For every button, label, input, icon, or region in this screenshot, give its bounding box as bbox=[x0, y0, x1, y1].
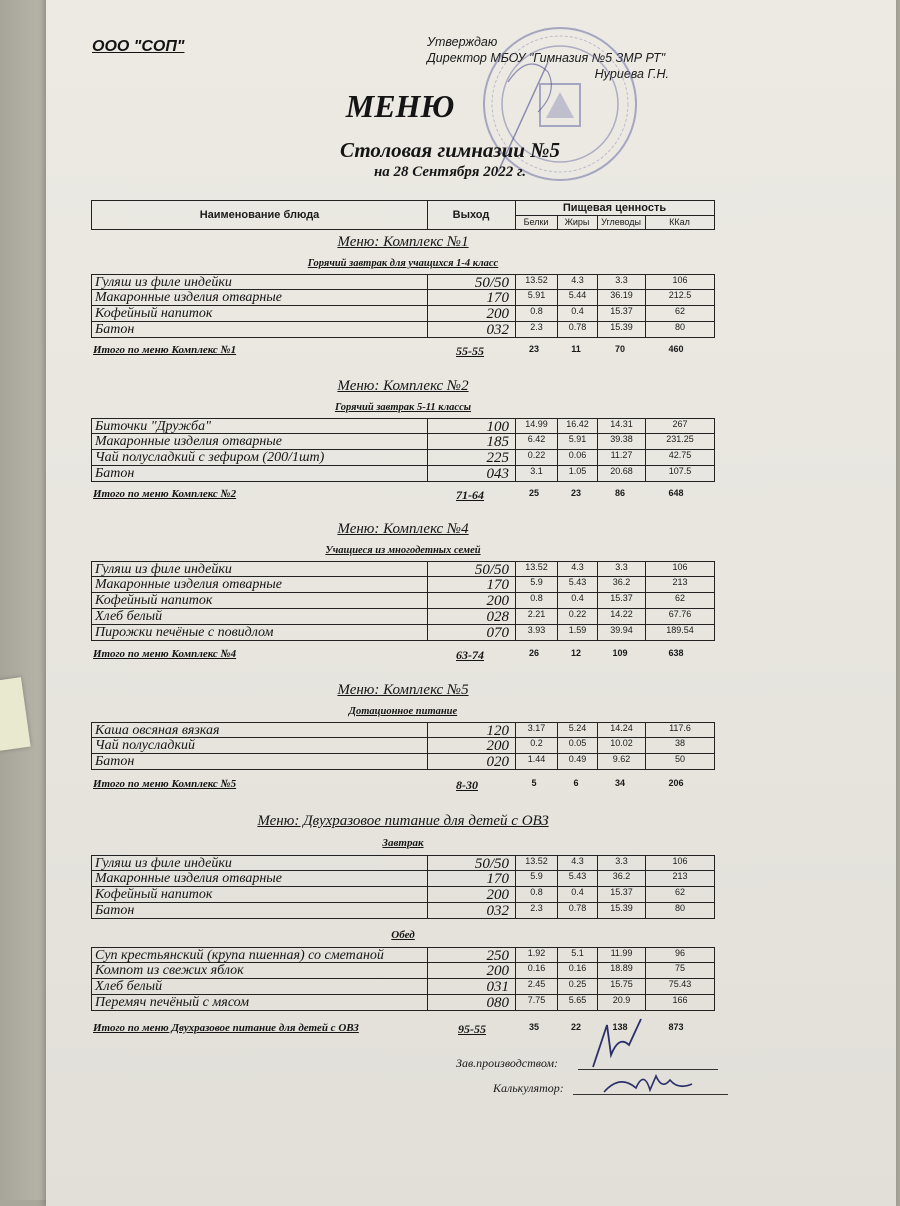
fat: 5.1 bbox=[557, 948, 597, 963]
header-dish-name: Наименование блюда bbox=[92, 201, 428, 229]
fat: 0.05 bbox=[557, 738, 597, 753]
kcal: 106 bbox=[645, 275, 714, 290]
dish-name: Макаронные изделия отварные bbox=[95, 290, 282, 305]
protein: 0.16 bbox=[515, 963, 557, 978]
fat: 5.24 bbox=[557, 723, 597, 738]
carbs: 15.39 bbox=[597, 322, 645, 337]
dish-output: 043 bbox=[427, 466, 515, 481]
ovz-breakfast-label: Завтрак bbox=[382, 837, 424, 849]
fat: 4.3 bbox=[557, 856, 597, 871]
protein: 13.52 bbox=[515, 856, 557, 871]
dish-output: 50/50 bbox=[427, 562, 515, 577]
table-row bbox=[91, 290, 715, 306]
protein: 0.8 bbox=[515, 887, 557, 902]
table-row bbox=[91, 593, 715, 609]
fat: 5.44 bbox=[557, 290, 597, 305]
table-row bbox=[91, 871, 715, 887]
total-output: 95-55 bbox=[458, 1022, 486, 1036]
header-nutrition: Пищевая ценность bbox=[515, 201, 714, 216]
protein: 3.93 bbox=[515, 625, 557, 640]
fat: 5.91 bbox=[557, 434, 597, 449]
kcal: 267 bbox=[645, 419, 714, 434]
table-row bbox=[91, 561, 715, 577]
carbs: 36.2 bbox=[597, 871, 645, 886]
total-carbs: 86 bbox=[614, 488, 625, 498]
total-label: Итого по меню Комплекс №4 bbox=[93, 648, 237, 660]
carbs: 11.99 bbox=[597, 948, 645, 963]
fat: 0.06 bbox=[557, 450, 597, 465]
table-row bbox=[91, 903, 715, 919]
dish-name: Суп крестьянский (крупа пшенная) со сметаной bbox=[95, 948, 384, 963]
total-protein: 25 bbox=[528, 488, 539, 498]
table-row bbox=[91, 306, 715, 322]
carbs: 20.9 bbox=[597, 995, 645, 1010]
dish-output: 50/50 bbox=[427, 275, 515, 290]
header-output: Выход bbox=[427, 201, 516, 229]
dish-name: Пирожки печёные с повидлом bbox=[95, 625, 274, 640]
table-row bbox=[91, 450, 715, 466]
protein: 0.8 bbox=[515, 306, 557, 321]
table-row bbox=[91, 979, 715, 995]
dish-output: 170 bbox=[427, 577, 515, 592]
protein: 0.22 bbox=[515, 450, 557, 465]
fat: 5.43 bbox=[557, 577, 597, 592]
total-output: 63-74 bbox=[456, 648, 484, 662]
total-kcal: 206 bbox=[668, 778, 684, 788]
kcal: 231.25 bbox=[645, 434, 714, 449]
ovz-lunch-label: Обед bbox=[391, 929, 415, 941]
fat: 5.65 bbox=[557, 995, 597, 1010]
dish-name: Кофейный напиток bbox=[95, 306, 213, 321]
kcal: 62 bbox=[645, 887, 714, 902]
carbs: 15.37 bbox=[597, 593, 645, 608]
dish-name: Батон bbox=[95, 754, 135, 769]
protein: 5.91 bbox=[515, 290, 557, 305]
dish-name: Перемяч печёный с мясом bbox=[95, 995, 250, 1010]
kcal: 106 bbox=[645, 562, 714, 577]
total-fat: 23 bbox=[570, 488, 581, 498]
calculator-signature-scribble bbox=[600, 1066, 700, 1100]
complex-1-total bbox=[91, 344, 715, 360]
carbs: 36.2 bbox=[597, 577, 645, 592]
fat: 16.42 bbox=[557, 419, 597, 434]
complex-4-table bbox=[91, 561, 715, 641]
fat: 4.3 bbox=[557, 275, 597, 290]
dish-output: 032 bbox=[427, 322, 515, 337]
fat: 0.78 bbox=[557, 322, 597, 337]
total-label: Итого по меню Двухразовое питание для детей с ОВЗ bbox=[93, 1022, 359, 1034]
table-row bbox=[91, 963, 715, 979]
complex-4-subtitle: Учащиеся из многодетных семей bbox=[325, 545, 481, 556]
total-carbs: 70 bbox=[614, 344, 625, 354]
table-row bbox=[91, 434, 715, 450]
total-protein: 23 bbox=[528, 344, 539, 354]
fat: 1.59 bbox=[557, 625, 597, 640]
table-row bbox=[91, 887, 715, 903]
calculator-signature-label: Калькулятор: bbox=[493, 1081, 564, 1095]
complex-2-table bbox=[91, 418, 715, 482]
table-row bbox=[91, 609, 715, 625]
protein: 2.3 bbox=[515, 903, 557, 918]
dish-name: Гуляш из филе индейки bbox=[95, 856, 232, 871]
complex-5-table bbox=[91, 722, 715, 770]
dish-output: 020 bbox=[427, 754, 515, 769]
dish-output: 120 bbox=[427, 723, 515, 738]
protein: 14.99 bbox=[515, 419, 557, 434]
kcal: 62 bbox=[645, 593, 714, 608]
total-carbs: 138 bbox=[612, 1022, 628, 1032]
header-fat: Жиры bbox=[557, 215, 598, 229]
fat: 4.3 bbox=[557, 562, 597, 577]
complex-5-total bbox=[91, 778, 715, 794]
carbs: 18.89 bbox=[597, 963, 645, 978]
carbs: 3.3 bbox=[597, 275, 645, 290]
carbs: 3.3 bbox=[597, 856, 645, 871]
carbs: 9.62 bbox=[597, 754, 645, 769]
total-output: 55-55 bbox=[456, 344, 484, 358]
approve-line: Директор МБОУ "Гимназия №5 ЗМР РТ" bbox=[427, 51, 666, 65]
dish-output: 080 bbox=[427, 995, 515, 1010]
dish-name: Чай полусладкий bbox=[95, 738, 196, 753]
total-output: 8-30 bbox=[456, 778, 478, 792]
kcal: 107.5 bbox=[645, 466, 714, 481]
fat: 0.25 bbox=[557, 979, 597, 994]
dish-output: 031 bbox=[427, 979, 515, 994]
table-row bbox=[91, 947, 715, 963]
protein: 13.52 bbox=[515, 562, 557, 577]
total-label: Итого по меню Комплекс №5 bbox=[93, 778, 237, 790]
carbs: 36.19 bbox=[597, 290, 645, 305]
carbs: 39.94 bbox=[597, 625, 645, 640]
kcal: 106 bbox=[645, 856, 714, 871]
kcal: 50 bbox=[645, 754, 714, 769]
total-protein: 26 bbox=[528, 648, 539, 658]
carbs: 20.68 bbox=[597, 466, 645, 481]
dish-output: 200 bbox=[427, 593, 515, 608]
kcal: 212.5 bbox=[645, 290, 714, 305]
dish-name: Чай полусладкий с зефиром (200/1шт) bbox=[95, 450, 325, 465]
protein: 5.9 bbox=[515, 871, 557, 886]
complex-2-title: Меню: Комплекс №2 bbox=[337, 378, 469, 394]
kcal: 67.76 bbox=[645, 609, 714, 624]
dish-output: 200 bbox=[427, 306, 515, 321]
table-row bbox=[91, 322, 715, 338]
fat: 0.78 bbox=[557, 903, 597, 918]
protein: 6.42 bbox=[515, 434, 557, 449]
header-protein: Белки bbox=[515, 215, 558, 229]
table-row bbox=[91, 754, 715, 770]
complex-5-title: Меню: Комплекс №5 bbox=[337, 682, 469, 698]
dish-name: Кофейный напиток bbox=[95, 887, 213, 902]
carbs: 10.02 bbox=[597, 738, 645, 753]
kcal: 80 bbox=[645, 322, 714, 337]
menu-title: МЕНЮ bbox=[345, 88, 455, 124]
protein: 2.45 bbox=[515, 979, 557, 994]
table-row bbox=[91, 625, 715, 641]
ovz-title: Меню: Двухразовое питание для детей с ОВЗ bbox=[257, 813, 549, 829]
protein: 2.21 bbox=[515, 609, 557, 624]
fat: 5.43 bbox=[557, 871, 597, 886]
fat: 0.49 bbox=[557, 754, 597, 769]
kcal: 96 bbox=[645, 948, 714, 963]
total-output: 71-64 bbox=[456, 488, 484, 502]
total-kcal: 460 bbox=[668, 344, 684, 354]
table-row bbox=[91, 466, 715, 482]
dish-name: Батон bbox=[95, 322, 135, 337]
header-kcal: ККал bbox=[669, 217, 690, 227]
protein: 1.92 bbox=[515, 948, 557, 963]
carbs: 14.31 bbox=[597, 419, 645, 434]
total-fat: 22 bbox=[570, 1022, 581, 1032]
table-row bbox=[91, 418, 715, 434]
dish-output: 200 bbox=[427, 738, 515, 753]
total-carbs: 109 bbox=[612, 648, 628, 658]
dish-output: 170 bbox=[427, 290, 515, 305]
protein: 0.8 bbox=[515, 593, 557, 608]
complex-4-title: Меню: Комплекс №4 bbox=[337, 521, 469, 537]
complex-5-subtitle: Дотационное питание bbox=[348, 706, 458, 717]
dish-output: 50/50 bbox=[427, 856, 515, 871]
menu-date: на 28 Сентября 2022 г. bbox=[373, 164, 527, 180]
ovz-lunch-table bbox=[91, 947, 715, 1011]
protein: 1.44 bbox=[515, 754, 557, 769]
carbs: 39.38 bbox=[597, 434, 645, 449]
kcal: 80 bbox=[645, 903, 714, 918]
kcal: 213 bbox=[645, 577, 714, 592]
ovz-breakfast-table bbox=[91, 855, 715, 919]
table-row bbox=[91, 855, 715, 871]
dish-output: 200 bbox=[427, 963, 515, 978]
fat: 0.4 bbox=[557, 306, 597, 321]
kcal: 62 bbox=[645, 306, 714, 321]
fat: 0.16 bbox=[557, 963, 597, 978]
kcal: 75 bbox=[645, 963, 714, 978]
carbs: 14.22 bbox=[597, 609, 645, 624]
carbs: 15.39 bbox=[597, 903, 645, 918]
dish-name: Хлеб белый bbox=[95, 979, 163, 994]
dish-output: 170 bbox=[427, 871, 515, 886]
organization-name: ООО "СОП" bbox=[92, 38, 185, 55]
carbs: 3.3 bbox=[597, 562, 645, 577]
fat: 0.22 bbox=[557, 609, 597, 624]
protein: 5.9 bbox=[515, 577, 557, 592]
fat: 0.4 bbox=[557, 887, 597, 902]
total-kcal: 648 bbox=[668, 488, 684, 498]
protein: 3.1 bbox=[515, 466, 557, 481]
total-kcal: 638 bbox=[668, 648, 684, 658]
protein: 2.3 bbox=[515, 322, 557, 337]
total-fat: 12 bbox=[570, 648, 581, 658]
total-label: Итого по меню Комплекс №2 bbox=[93, 488, 237, 500]
dish-name: Гуляш из филе индейки bbox=[95, 275, 232, 290]
protein: 3.17 bbox=[515, 723, 557, 738]
dish-output: 070 bbox=[427, 625, 515, 640]
kcal: 213 bbox=[645, 871, 714, 886]
table-row bbox=[91, 274, 715, 290]
complex-2-total bbox=[91, 488, 715, 504]
total-protein: 35 bbox=[528, 1022, 539, 1032]
dish-name: Хлеб белый bbox=[95, 609, 163, 624]
complex-4-total bbox=[91, 648, 715, 664]
kcal: 117.6 bbox=[645, 723, 714, 738]
kcal: 166 bbox=[645, 995, 714, 1010]
complex-1-table bbox=[91, 274, 715, 338]
dish-output: 100 bbox=[427, 419, 515, 434]
dish-name: Кофейный напиток bbox=[95, 593, 213, 608]
kcal: 189.54 bbox=[645, 625, 714, 640]
dish-name: Гуляш из филе индейки bbox=[95, 562, 232, 577]
protein: 0.2 bbox=[515, 738, 557, 753]
dish-name: Биточки "Дружба" bbox=[95, 419, 211, 434]
dish-name: Макаронные изделия отварные bbox=[95, 434, 282, 449]
dish-name: Каша овсяная вязкая bbox=[95, 723, 220, 738]
dish-output: 200 bbox=[427, 887, 515, 902]
dish-name: Батон bbox=[95, 466, 135, 481]
carbs: 11.27 bbox=[597, 450, 645, 465]
total-protein: 5 bbox=[531, 778, 537, 788]
dish-output: 225 bbox=[427, 450, 515, 465]
protein: 7.75 bbox=[515, 995, 557, 1010]
carbs: 15.37 bbox=[597, 887, 645, 902]
header-carbs: Углеводы bbox=[597, 215, 646, 229]
dish-name: Макаронные изделия отварные bbox=[95, 577, 282, 592]
table-row bbox=[91, 738, 715, 754]
complex-1-subtitle: Горячий завтрак для учащихся 1-4 класс bbox=[307, 258, 499, 269]
carbs: 15.37 bbox=[597, 306, 645, 321]
carbs: 15.75 bbox=[597, 979, 645, 994]
approve-line: Утверждаю bbox=[427, 35, 498, 49]
table-header bbox=[91, 200, 715, 230]
dish-name: Компот из свежих яблок bbox=[95, 963, 244, 978]
fat: 1.05 bbox=[557, 466, 597, 481]
table-row bbox=[91, 577, 715, 593]
complex-2-subtitle: Горячий завтрак 5-11 классы bbox=[334, 402, 472, 413]
dish-output: 032 bbox=[427, 903, 515, 918]
complex-1-title: Меню: Комплекс №1 bbox=[337, 234, 469, 250]
fat: 0.4 bbox=[557, 593, 597, 608]
menu-subtitle: Столовая гимназии №5 bbox=[340, 138, 560, 162]
manager-signature-label: Зав.производством: bbox=[456, 1056, 559, 1070]
kcal: 38 bbox=[645, 738, 714, 753]
kcal: 42.75 bbox=[645, 450, 714, 465]
total-kcal: 873 bbox=[668, 1022, 684, 1032]
total-fat: 6 bbox=[573, 778, 579, 788]
dish-name: Батон bbox=[95, 903, 135, 918]
dish-output: 250 bbox=[427, 948, 515, 963]
total-carbs: 34 bbox=[614, 778, 625, 788]
total-fat: 11 bbox=[571, 344, 581, 354]
dish-output: 028 bbox=[427, 609, 515, 624]
carbs: 14.24 bbox=[597, 723, 645, 738]
total-label: Итого по меню Комплекс №1 bbox=[93, 344, 237, 356]
protein: 13.52 bbox=[515, 275, 557, 290]
kcal: 75.43 bbox=[645, 979, 714, 994]
dish-name: Макаронные изделия отварные bbox=[95, 871, 282, 886]
table-row bbox=[91, 722, 715, 738]
table-row bbox=[91, 995, 715, 1011]
dish-output: 185 bbox=[427, 434, 515, 449]
director-name: Нуриева Г.Н. bbox=[594, 67, 669, 81]
